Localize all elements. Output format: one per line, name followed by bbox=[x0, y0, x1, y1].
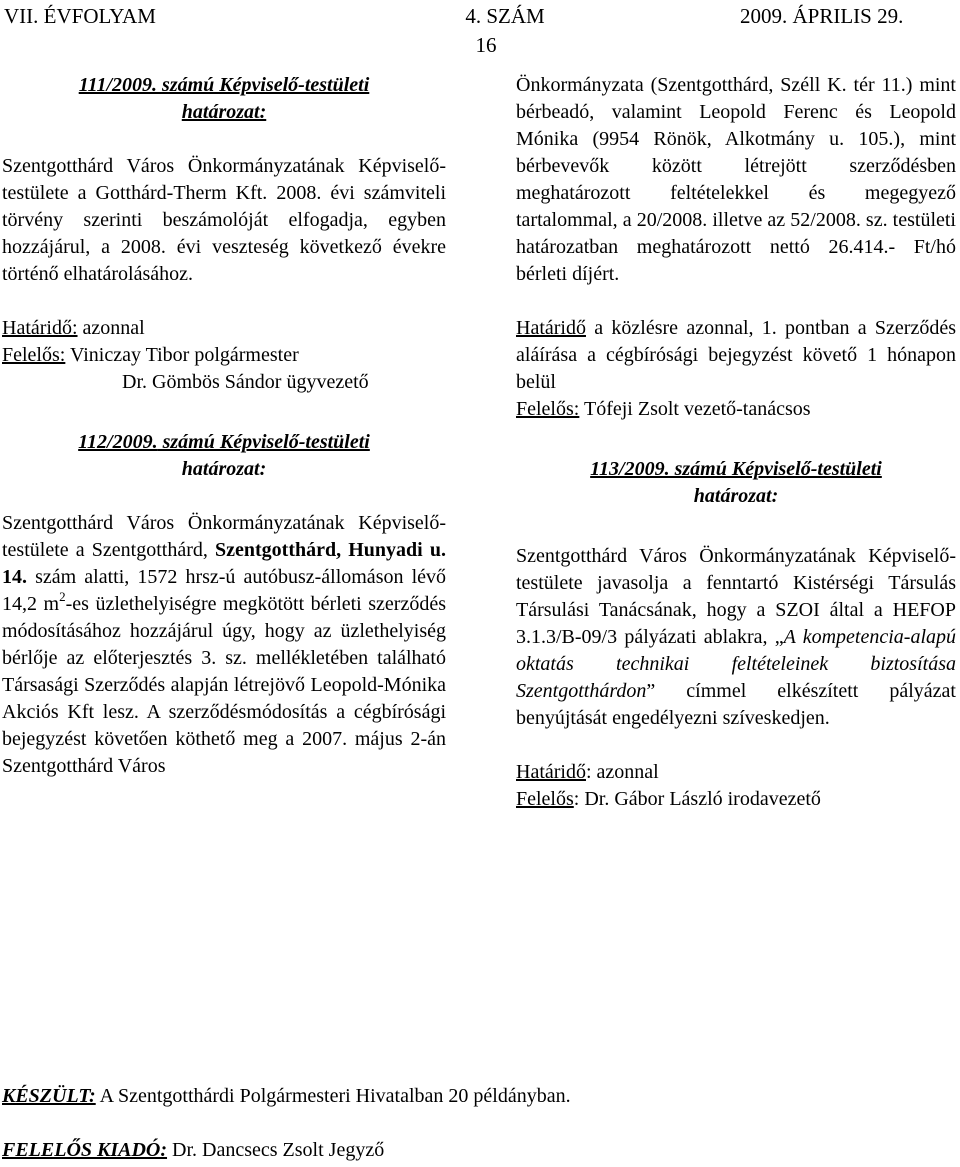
header-volume: VII. ÉVFOLYAM bbox=[4, 4, 156, 28]
resolution-111 bbox=[2, 72, 446, 396]
resolution-111-deadline bbox=[2, 315, 446, 342]
responsible-label: Felelős bbox=[516, 788, 574, 810]
responsible-label: Felelős: bbox=[516, 398, 580, 420]
resolution-113-project-title: A kompetencia-alapú oktatás technikai feltételeinek biztosítása Szentgotthárdon bbox=[516, 626, 957, 702]
resolution-111-responsible bbox=[2, 342, 446, 369]
resolution-112-body-continued: Önkormányzata (Szentgotthárd, Széll K. tér 11.) mint bérbeadó, valamint Leopold Ferenc és Leopold Mónika (9954 Rönök, Alkotmány u. 105.), mint bérbevevők között létrejött szerződésben meghatározott feltételekkel és megegyező tartalommal, a 20/2008. illetve az 52/2008. sz. testületi határozatban meghatározott nettó 26.414.- Ft/hó bérleti díjért. bbox=[516, 74, 956, 285]
resolution-111-body: Szentgotthárd Város Önkormányzatának Képviselő-testülete a Gotthárd-Therm Kft. 2008. évi számviteli törvény szerinti beszámolóját elfogadja, egyben hozzájárul, a 2008. évi veszteség következő évekre történő elhatárolásához. bbox=[2, 155, 446, 285]
right-column bbox=[516, 72, 956, 813]
page-header bbox=[4, 3, 954, 33]
page-number: 16 bbox=[475, 33, 497, 57]
responsible-value: : Dr. Gábor László irodavezető bbox=[573, 788, 821, 810]
deadline-label: Határidő bbox=[516, 317, 586, 339]
resolution-113-deadline bbox=[516, 759, 956, 786]
footer-publisher bbox=[2, 1137, 384, 1164]
resolution-112-address: Szentgotthárd, Hunyadi u. 14. bbox=[2, 539, 446, 588]
responsible-value: Tófeji Zsolt vezető-tanácsos bbox=[579, 398, 811, 420]
resolution-112-heading-number: 112/2009. bbox=[78, 431, 158, 453]
deadline-label: Határidő: bbox=[2, 317, 78, 339]
resolution-111-heading-line2: határozat: bbox=[181, 101, 267, 123]
resolution-113-heading bbox=[516, 456, 956, 510]
footer-made bbox=[2, 1083, 571, 1110]
resolution-112-body-part3: -es üzlethelyiségre megkötött bérleti szerződés módosításához hozzájárul úgy, hogy az üzlethelyiség bérlője az előterjesztés 3. sz. mellékletében található Társasági Szerződés alapján létrejövő Leopold-Mónika Akciós Kft lesz. A szerződésmódosítás a cégbírósági bejegyzést követően köthető meg a 2007. május 2-án Szentgotthárd Város bbox=[2, 593, 447, 777]
responsible-label: Felelős: bbox=[2, 344, 66, 366]
made-value: A Szentgotthárdi Polgármesteri Hivatalban 20 példányban. bbox=[95, 1085, 571, 1107]
left-column bbox=[2, 72, 446, 780]
resolution-112-superscript: 2 bbox=[59, 589, 66, 604]
resolution-113-body-part2: ” címmel elkészített pályázat benyújtását engedélyezni szíveskedjen. bbox=[516, 680, 956, 729]
deadline-label: Határidő bbox=[516, 761, 586, 783]
publisher-label: FELELŐS KIADÓ: bbox=[2, 1139, 168, 1161]
resolution-113 bbox=[516, 456, 956, 813]
deadline-value: a közlésre azonnal, 1. pontban a Szerződés aláírása a cégbírósági bejegyzést követő 1 hónapon belül bbox=[516, 317, 956, 393]
made-label: KÉSZÜLT: bbox=[2, 1085, 96, 1107]
responsible-value: Viniczay Tibor polgármester bbox=[65, 344, 299, 366]
resolution-112-deadline bbox=[516, 315, 956, 396]
resolution-112-heading bbox=[2, 429, 446, 483]
resolution-112-body-part2: szám alatti, 1572 hrsz-ú autóbusz-állomáson lévő 14,2 m bbox=[2, 566, 446, 615]
resolution-111-heading bbox=[2, 72, 446, 126]
resolution-113-body bbox=[516, 543, 956, 732]
publisher-value: Dr. Dancsecs Zsolt Jegyző bbox=[167, 1139, 385, 1161]
header-date: 2009. ÁPRILIS 29. bbox=[740, 4, 904, 28]
resolution-112-heading-text: számú Képviselő-testületi bbox=[157, 431, 370, 453]
resolution-113-body-part1: Szentgotthárd Város Önkormányzatának Képviselő-testülete javasolja a fenntartó Kistérségi Társulás Társulási Tanácsának, hogy a SZOI által a HEFOP 3.1.3/B-09/3 pályázati ablakra, „ bbox=[516, 545, 956, 648]
resolution-112-body-intro: Szentgotthárd Város Önkormányzatának Képviselő-testülete a Szentgotthárd, bbox=[2, 512, 446, 561]
resolution-113-heading-line1: 113/2009. számú Képviselő-testületi bbox=[590, 458, 882, 480]
resolution-112-body bbox=[2, 510, 446, 780]
header-issue: 4. SZÁM bbox=[465, 4, 545, 28]
resolution-112 bbox=[2, 429, 446, 780]
resolution-113-heading-line2: határozat: bbox=[693, 485, 779, 507]
resolution-112-responsible bbox=[516, 396, 956, 423]
resolution-113-responsible bbox=[516, 786, 956, 813]
resolution-111-responsible-second: Dr. Gömbös Sándor ügyvezető bbox=[122, 371, 369, 393]
deadline-value: : azonnal bbox=[585, 761, 659, 783]
resolution-111-heading-line1: 111/2009. számú Képviselő-testületi bbox=[78, 74, 370, 96]
resolution-112-heading-line2: határozat: bbox=[181, 458, 267, 480]
deadline-value: azonnal bbox=[77, 317, 145, 339]
